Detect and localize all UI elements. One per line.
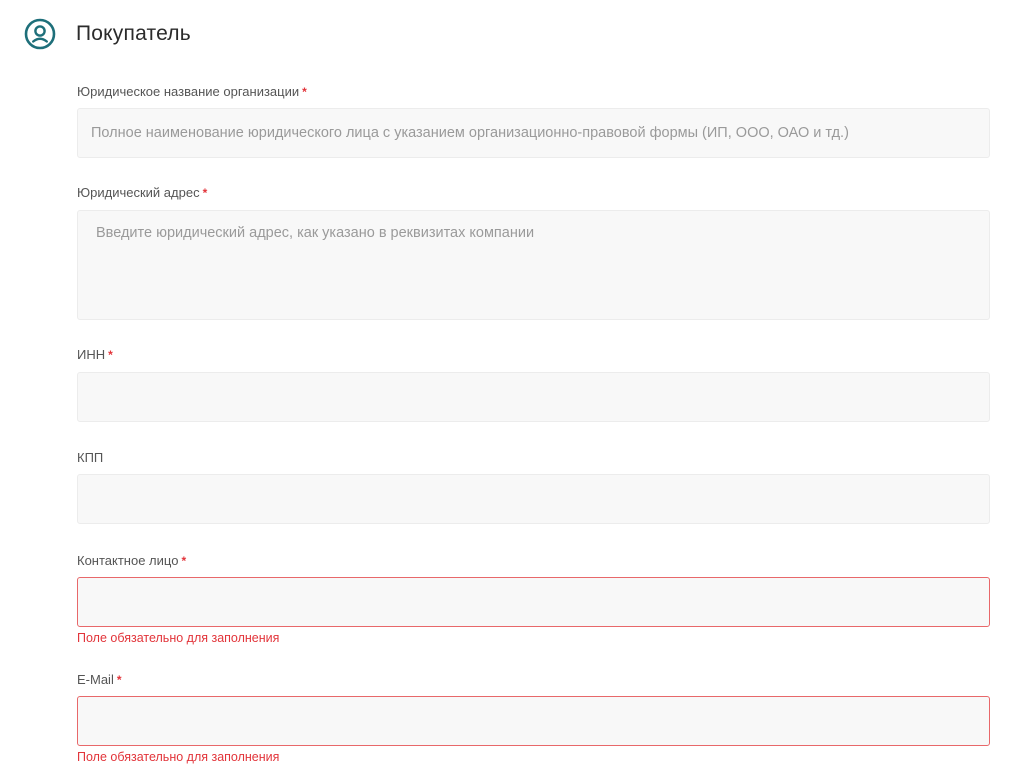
- required-mark: *: [108, 348, 113, 362]
- required-mark: *: [302, 85, 307, 99]
- contact-person-input[interactable]: [77, 577, 990, 627]
- section-title: Покупатель: [76, 22, 191, 45]
- email-group: [77, 672, 990, 765]
- inn-input[interactable]: [77, 372, 990, 422]
- contact-person-label: Контактное лицо *: [77, 553, 187, 568]
- legal-address-group: [77, 185, 990, 320]
- kpp-input[interactable]: [77, 474, 990, 524]
- email-label: E-Mail *: [77, 672, 122, 687]
- inn-label: ИНН *: [77, 347, 113, 362]
- kpp-label: КПП: [77, 450, 104, 465]
- legal-address-textarea[interactable]: [77, 210, 990, 320]
- user-circle-icon: [24, 18, 56, 50]
- required-mark: *: [116, 673, 122, 687]
- org-name-input[interactable]: [77, 108, 990, 158]
- kpp-group: [77, 450, 990, 524]
- required-mark: *: [181, 554, 187, 568]
- org-name-group: [77, 84, 990, 158]
- contact-person-error: Поле обязательно для заполнения: [77, 631, 280, 645]
- legal-address-label: Юридический адрес *: [77, 185, 208, 200]
- section-header: [24, 18, 191, 50]
- email-input[interactable]: [77, 696, 990, 746]
- org-name-label: Юридическое название организации *: [77, 84, 307, 99]
- inn-group: [77, 347, 990, 422]
- contact-person-group: [77, 553, 990, 646]
- required-mark: *: [202, 186, 208, 200]
- email-error: Поле обязательно для заполнения: [77, 750, 280, 764]
